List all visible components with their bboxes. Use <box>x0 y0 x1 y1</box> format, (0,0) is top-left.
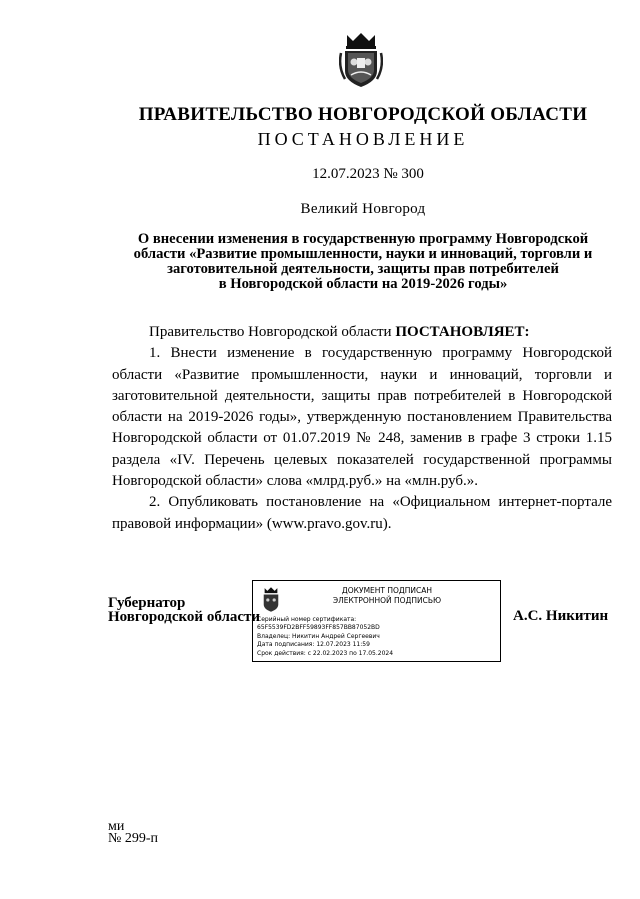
signatory-position-line1: Губернатор <box>108 595 186 611</box>
city: Великий Новгород <box>300 201 426 217</box>
title-line: заготовительной деятельности, защиты прав потребителей <box>167 261 559 277</box>
footer-initials: ми <box>108 819 125 834</box>
cert-validity: Срок действия: с 22.02.2023 по 17.05.2024 <box>257 649 394 657</box>
cert-serial: 65F5539FD2BFF59893FF857BB87052BD <box>257 624 380 632</box>
signed-date: Дата подписания: 12.07.2023 11:59 <box>257 641 370 649</box>
coat-of-arms-icon <box>261 586 281 613</box>
stamp-heading <box>287 586 487 606</box>
document-title <box>126 232 600 292</box>
document-type: ПОСТАНОВЛЕНИЕ <box>257 129 469 149</box>
title-line: области «Развитие промышленности, науки и инноваций, торговли и <box>133 246 593 262</box>
electronic-signature-stamp <box>252 580 501 662</box>
resolution-lead <box>112 322 612 343</box>
document-body <box>112 322 612 535</box>
stamp-heading-line2: ЭЛЕКТРОННОЙ ПОДПИСЬЮ <box>332 596 442 605</box>
novgorod-coat-of-arms-icon <box>339 31 383 89</box>
cert-owner: Владелец: Никитин Андрей Сергеевич <box>257 632 380 640</box>
footer-number: № 299-п <box>108 831 159 846</box>
footer-reference <box>108 821 158 845</box>
signatory-position <box>108 596 260 624</box>
title-line: О внесении изменения в государственную программу Новгородской <box>137 231 589 247</box>
resolution-lead-text: Правительство Новгородской области <box>149 324 392 340</box>
signatory-position-line2: Новгородской области <box>108 609 261 625</box>
resolution-item-2: 2. Опубликовать постановление на «Официальном интернет-портале правовой информации» (www.pravo.gov.ru). <box>112 494 612 532</box>
organization-title: ПРАВИТЕЛЬСТВО НОВГОРОДСКОЙ ОБЛАСТИ <box>138 104 588 125</box>
cert-label: Серийный номер сертификата: <box>257 616 357 623</box>
resolution-keyword: ПОСТАНОВЛЯЕТ: <box>395 324 530 340</box>
stamp-heading-line1: ДОКУМЕНТ ПОДПИСАН <box>341 586 433 595</box>
date-number: 12.07.2023 № 300 <box>312 166 424 182</box>
signatory-name: А.С. Никитин <box>513 608 609 624</box>
title-line: в Новгородской области на 2019-2026 годы» <box>218 276 508 292</box>
resolution-item-1: 1. Внести изменение в государственную программу Новгородской области «Развитие промышленности, науки и инноваций, торговли и заготовительной деятельности, защиты прав потребителей в Новгородской области на 2019-2026 годы», утвержденную постановлением Правительства Новгородской области от 01.07.2019 № 248, заменив в графе 3 строки 1.15 раздела «IV. Перечень целевых показателей государственной программы Новгородской области» слова «млрд.руб.» на «млн.руб.». <box>112 345 612 490</box>
stamp-details <box>257 616 393 658</box>
